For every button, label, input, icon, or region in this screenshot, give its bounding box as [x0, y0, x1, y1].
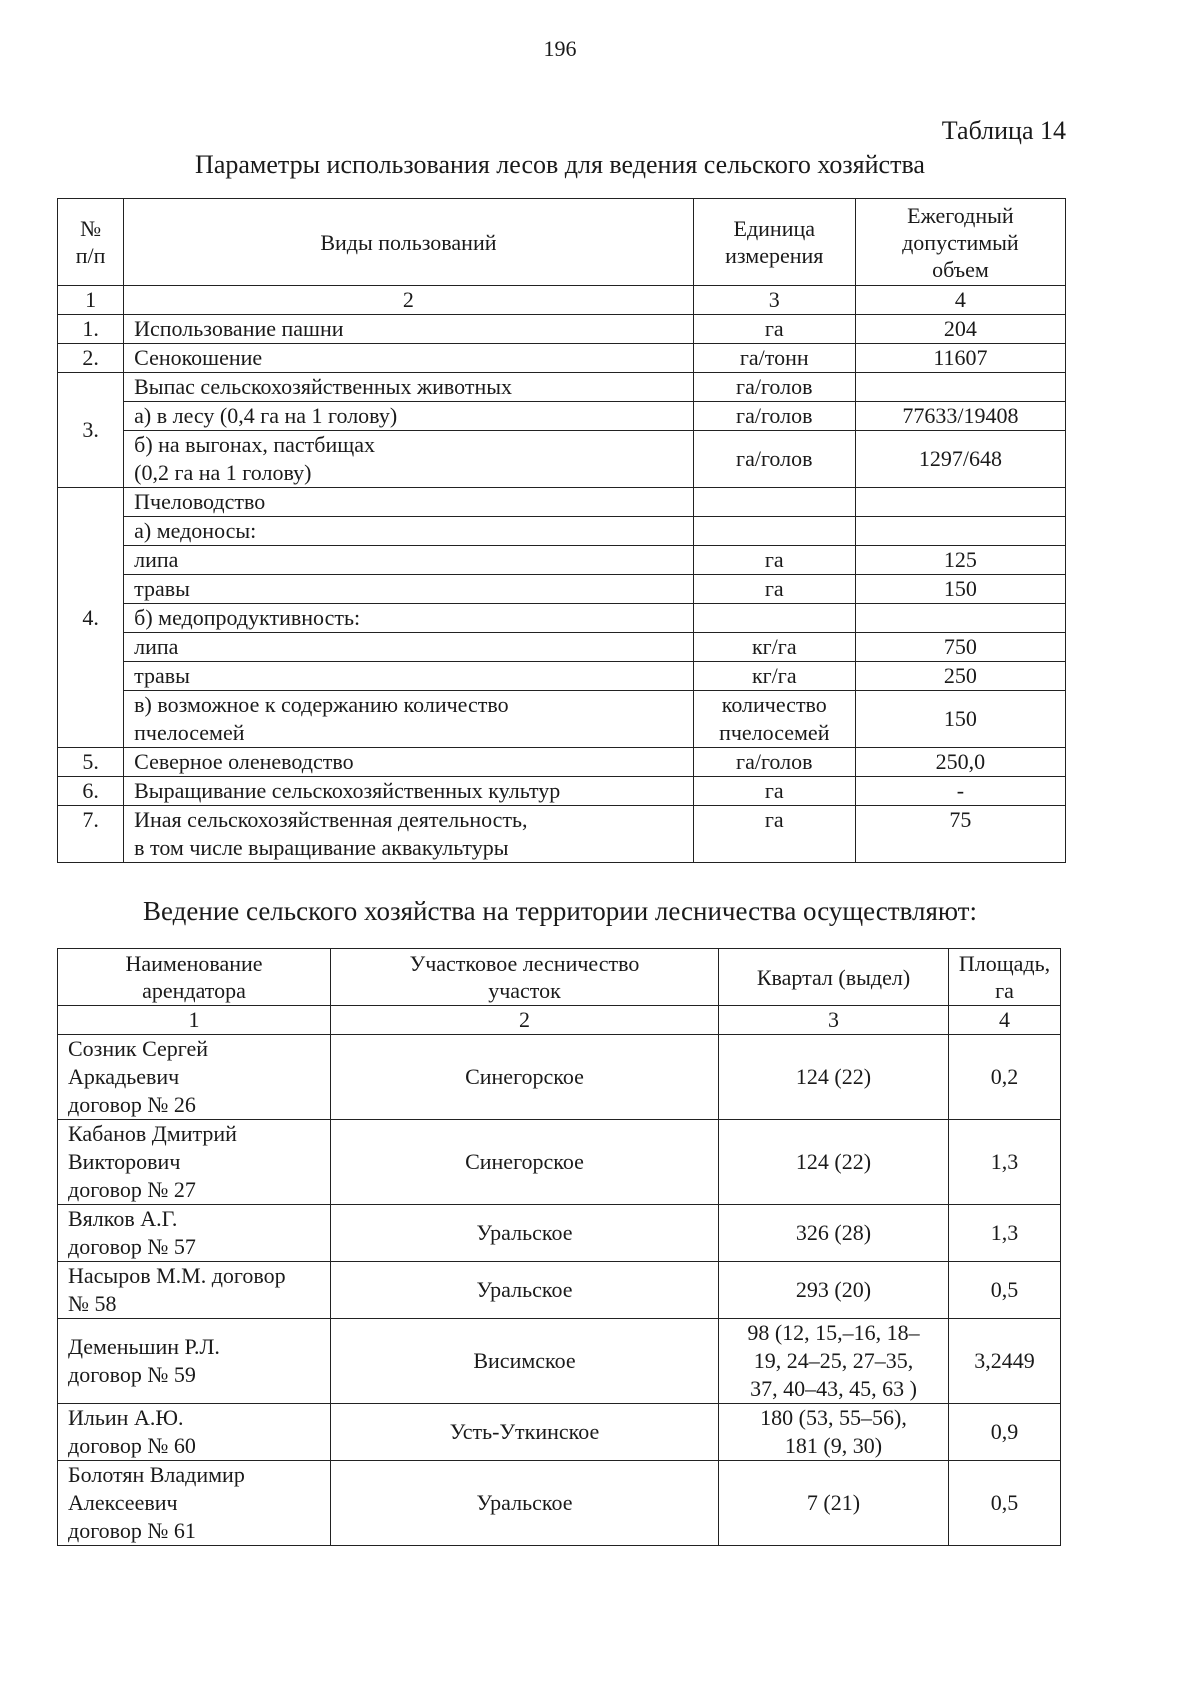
- row-number: 5.: [58, 748, 124, 777]
- annual-volume: [855, 604, 1065, 633]
- forestry-district: Уральское: [331, 1262, 719, 1319]
- header-type: [124, 199, 694, 286]
- use-type: б) медопродуктивность:: [124, 604, 694, 633]
- table-title: Параметры использования лесов для ведения сельского хозяйства: [195, 150, 925, 179]
- unit: га/голов: [693, 748, 855, 777]
- annual-volume: 1297/648: [855, 431, 1065, 488]
- area-ha: 1,3: [949, 1120, 1061, 1205]
- header-num-text: № п/п: [75, 216, 106, 268]
- quarter-plot: 326 (28): [719, 1205, 949, 1262]
- quarter-plot: 7 (21): [719, 1461, 949, 1546]
- table-row: [58, 488, 1066, 517]
- use-type: Выращивание сельскохозяйственных культур: [124, 777, 694, 806]
- use-type: Северное оленеводство: [124, 748, 694, 777]
- tenant-name: Ильин А.Ю. договор № 60: [58, 1404, 331, 1461]
- annual-volume: 125: [855, 546, 1065, 575]
- row-number: 4.: [58, 488, 124, 748]
- use-type: липа: [124, 633, 694, 662]
- tenant-name: Насыров М.М. договор № 58: [58, 1262, 331, 1319]
- use-type: Сенокошение: [124, 344, 694, 373]
- table-row: [58, 1120, 1061, 1205]
- quarter-plot: 124 (22): [719, 1120, 949, 1205]
- table-header-row: [58, 199, 1066, 286]
- tenant-name: Кабанов Дмитрий Викторович договор № 27: [58, 1120, 331, 1205]
- annual-volume: 77633/19408: [855, 402, 1065, 431]
- index-cell: 3: [693, 286, 855, 315]
- tenant-name: Созник Сергей Аркадьевич договор № 26: [58, 1035, 331, 1120]
- table-row: [58, 662, 1066, 691]
- table-row: [58, 1262, 1061, 1319]
- index-row: [58, 286, 1066, 315]
- table-row: [58, 633, 1066, 662]
- table-row: [58, 1404, 1061, 1461]
- annual-volume: 11607: [855, 344, 1065, 373]
- index-cell: 2: [124, 286, 694, 315]
- index-cell: 4: [855, 286, 1065, 315]
- unit: га/голов: [693, 431, 855, 488]
- table-row: [58, 748, 1066, 777]
- use-type: Использование пашни: [124, 315, 694, 344]
- row-number: 3.: [58, 373, 124, 488]
- annual-volume: 750: [855, 633, 1065, 662]
- unit: кг/га: [693, 662, 855, 691]
- forestry-district: Синегорское: [331, 1035, 719, 1120]
- use-type: в) возможное к содержанию количество пчелосемей: [124, 691, 694, 748]
- header-area: [949, 949, 1061, 1006]
- index-cell: 2: [331, 1006, 719, 1035]
- table-row: [58, 1035, 1061, 1120]
- annual-volume: 150: [855, 575, 1065, 604]
- use-type: Выпас сельскохозяйственных животных: [124, 373, 694, 402]
- row-number: 7.: [58, 806, 124, 863]
- annual-volume: -: [855, 777, 1065, 806]
- table-row: [58, 1461, 1061, 1546]
- table-row: [58, 315, 1066, 344]
- unit: количество пчелосемей: [693, 691, 855, 748]
- header-tenant-text: Наименование арендатора: [125, 951, 263, 1003]
- index-cell: 1: [58, 286, 124, 315]
- page-number: 196: [543, 36, 577, 61]
- use-type: липа: [124, 546, 694, 575]
- use-type: травы: [124, 575, 694, 604]
- tenant-name: Деменьшин Р.Л. договор № 59: [58, 1319, 331, 1404]
- unit: кг/га: [693, 633, 855, 662]
- table-caption: Таблица 14: [941, 116, 1066, 145]
- tenants-table: [57, 948, 1061, 1546]
- header-forestry-text: Участковое лесничество участок: [409, 951, 640, 1003]
- area-ha: 0,9: [949, 1404, 1061, 1461]
- table-row: [58, 402, 1066, 431]
- table-row: [58, 575, 1066, 604]
- table-row: [58, 546, 1066, 575]
- annual-volume: 250,0: [855, 748, 1065, 777]
- table-row: [58, 777, 1066, 806]
- header-volume-text: Ежегодный допустимый объем: [902, 202, 1019, 282]
- annual-volume: 75: [855, 806, 1065, 863]
- unit: га/голов: [693, 373, 855, 402]
- tenant-name: Болотян Владимир Алексеевич договор № 61: [58, 1461, 331, 1546]
- annual-volume: 204: [855, 315, 1065, 344]
- table-row: [58, 1205, 1061, 1262]
- unit: га: [693, 806, 855, 863]
- index-cell: 1: [58, 1006, 331, 1035]
- unit: [693, 604, 855, 633]
- table-row: [58, 1319, 1061, 1404]
- table-body: [58, 1006, 1061, 1546]
- header-num: [58, 199, 124, 286]
- use-type: Иная сельскохозяйственная деятельность, в том числе выращивание аквакультуры: [124, 806, 694, 863]
- index-cell: 3: [719, 1006, 949, 1035]
- row-number: 6.: [58, 777, 124, 806]
- annual-volume: [855, 373, 1065, 402]
- unit: [693, 488, 855, 517]
- unit: га/тонн: [693, 344, 855, 373]
- forestry-district: Уральское: [331, 1461, 719, 1546]
- unit: га: [693, 546, 855, 575]
- table-row: [58, 431, 1066, 488]
- area-ha: 0,2: [949, 1035, 1061, 1120]
- area-ha: 3,2449: [949, 1319, 1061, 1404]
- index-row: [58, 1006, 1061, 1035]
- table-row: [58, 517, 1066, 546]
- annual-volume: 250: [855, 662, 1065, 691]
- quarter-plot: 98 (12, 15,–16, 18– 19, 24–25, 27–35, 37, 40–43, 45, 63 ): [719, 1319, 949, 1404]
- header-tenant: [58, 949, 331, 1006]
- section-title: Ведение сельского хозяйства на территории лесничества осуществляют:: [143, 896, 977, 926]
- annual-volume: [855, 488, 1065, 517]
- header-unit-text: Единица измерения: [725, 216, 824, 268]
- unit: га/голов: [693, 402, 855, 431]
- tenant-name: Вялков А.Г. договор № 57: [58, 1205, 331, 1262]
- land-use-parameters-table: [57, 198, 1066, 863]
- table-row: [58, 344, 1066, 373]
- use-type: б) на выгонах, пастбищах (0,2 га на 1 голову): [124, 431, 694, 488]
- quarter-plot: 293 (20): [719, 1262, 949, 1319]
- header-quarter-text: Квартал (выдел): [756, 964, 911, 990]
- header-type-text: Виды пользований: [320, 229, 497, 255]
- unit: [693, 517, 855, 546]
- row-number: 2.: [58, 344, 124, 373]
- forestry-district: Уральское: [331, 1205, 719, 1262]
- forestry-district: Усть-Уткинское: [331, 1404, 719, 1461]
- header-area-text: Площадь, га: [958, 951, 1051, 1003]
- area-ha: 1,3: [949, 1205, 1061, 1262]
- header-forestry: [331, 949, 719, 1006]
- table-row: [58, 691, 1066, 748]
- quarter-plot: 180 (53, 55–56), 181 (9, 30): [719, 1404, 949, 1461]
- table-row: [58, 806, 1066, 863]
- table-row: [58, 373, 1066, 402]
- forestry-district: Висимское: [331, 1319, 719, 1404]
- table-header-row: [58, 949, 1061, 1006]
- index-cell: 4: [949, 1006, 1061, 1035]
- unit: га: [693, 777, 855, 806]
- unit: га: [693, 575, 855, 604]
- annual-volume: 150: [855, 691, 1065, 748]
- use-type: травы: [124, 662, 694, 691]
- use-type: а) медоносы:: [124, 517, 694, 546]
- unit: га: [693, 315, 855, 344]
- area-ha: 0,5: [949, 1262, 1061, 1319]
- forestry-district: Синегорское: [331, 1120, 719, 1205]
- header-quarter: [719, 949, 949, 1006]
- header-unit: [693, 199, 855, 286]
- area-ha: 0,5: [949, 1461, 1061, 1546]
- header-volume: [855, 199, 1065, 286]
- use-type: Пчеловодство: [124, 488, 694, 517]
- table-body: [58, 286, 1066, 863]
- table-row: [58, 604, 1066, 633]
- annual-volume: [855, 517, 1065, 546]
- row-number: 1.: [58, 315, 124, 344]
- quarter-plot: 124 (22): [719, 1035, 949, 1120]
- use-type: а) в лесу (0,4 га на 1 голову): [124, 402, 694, 431]
